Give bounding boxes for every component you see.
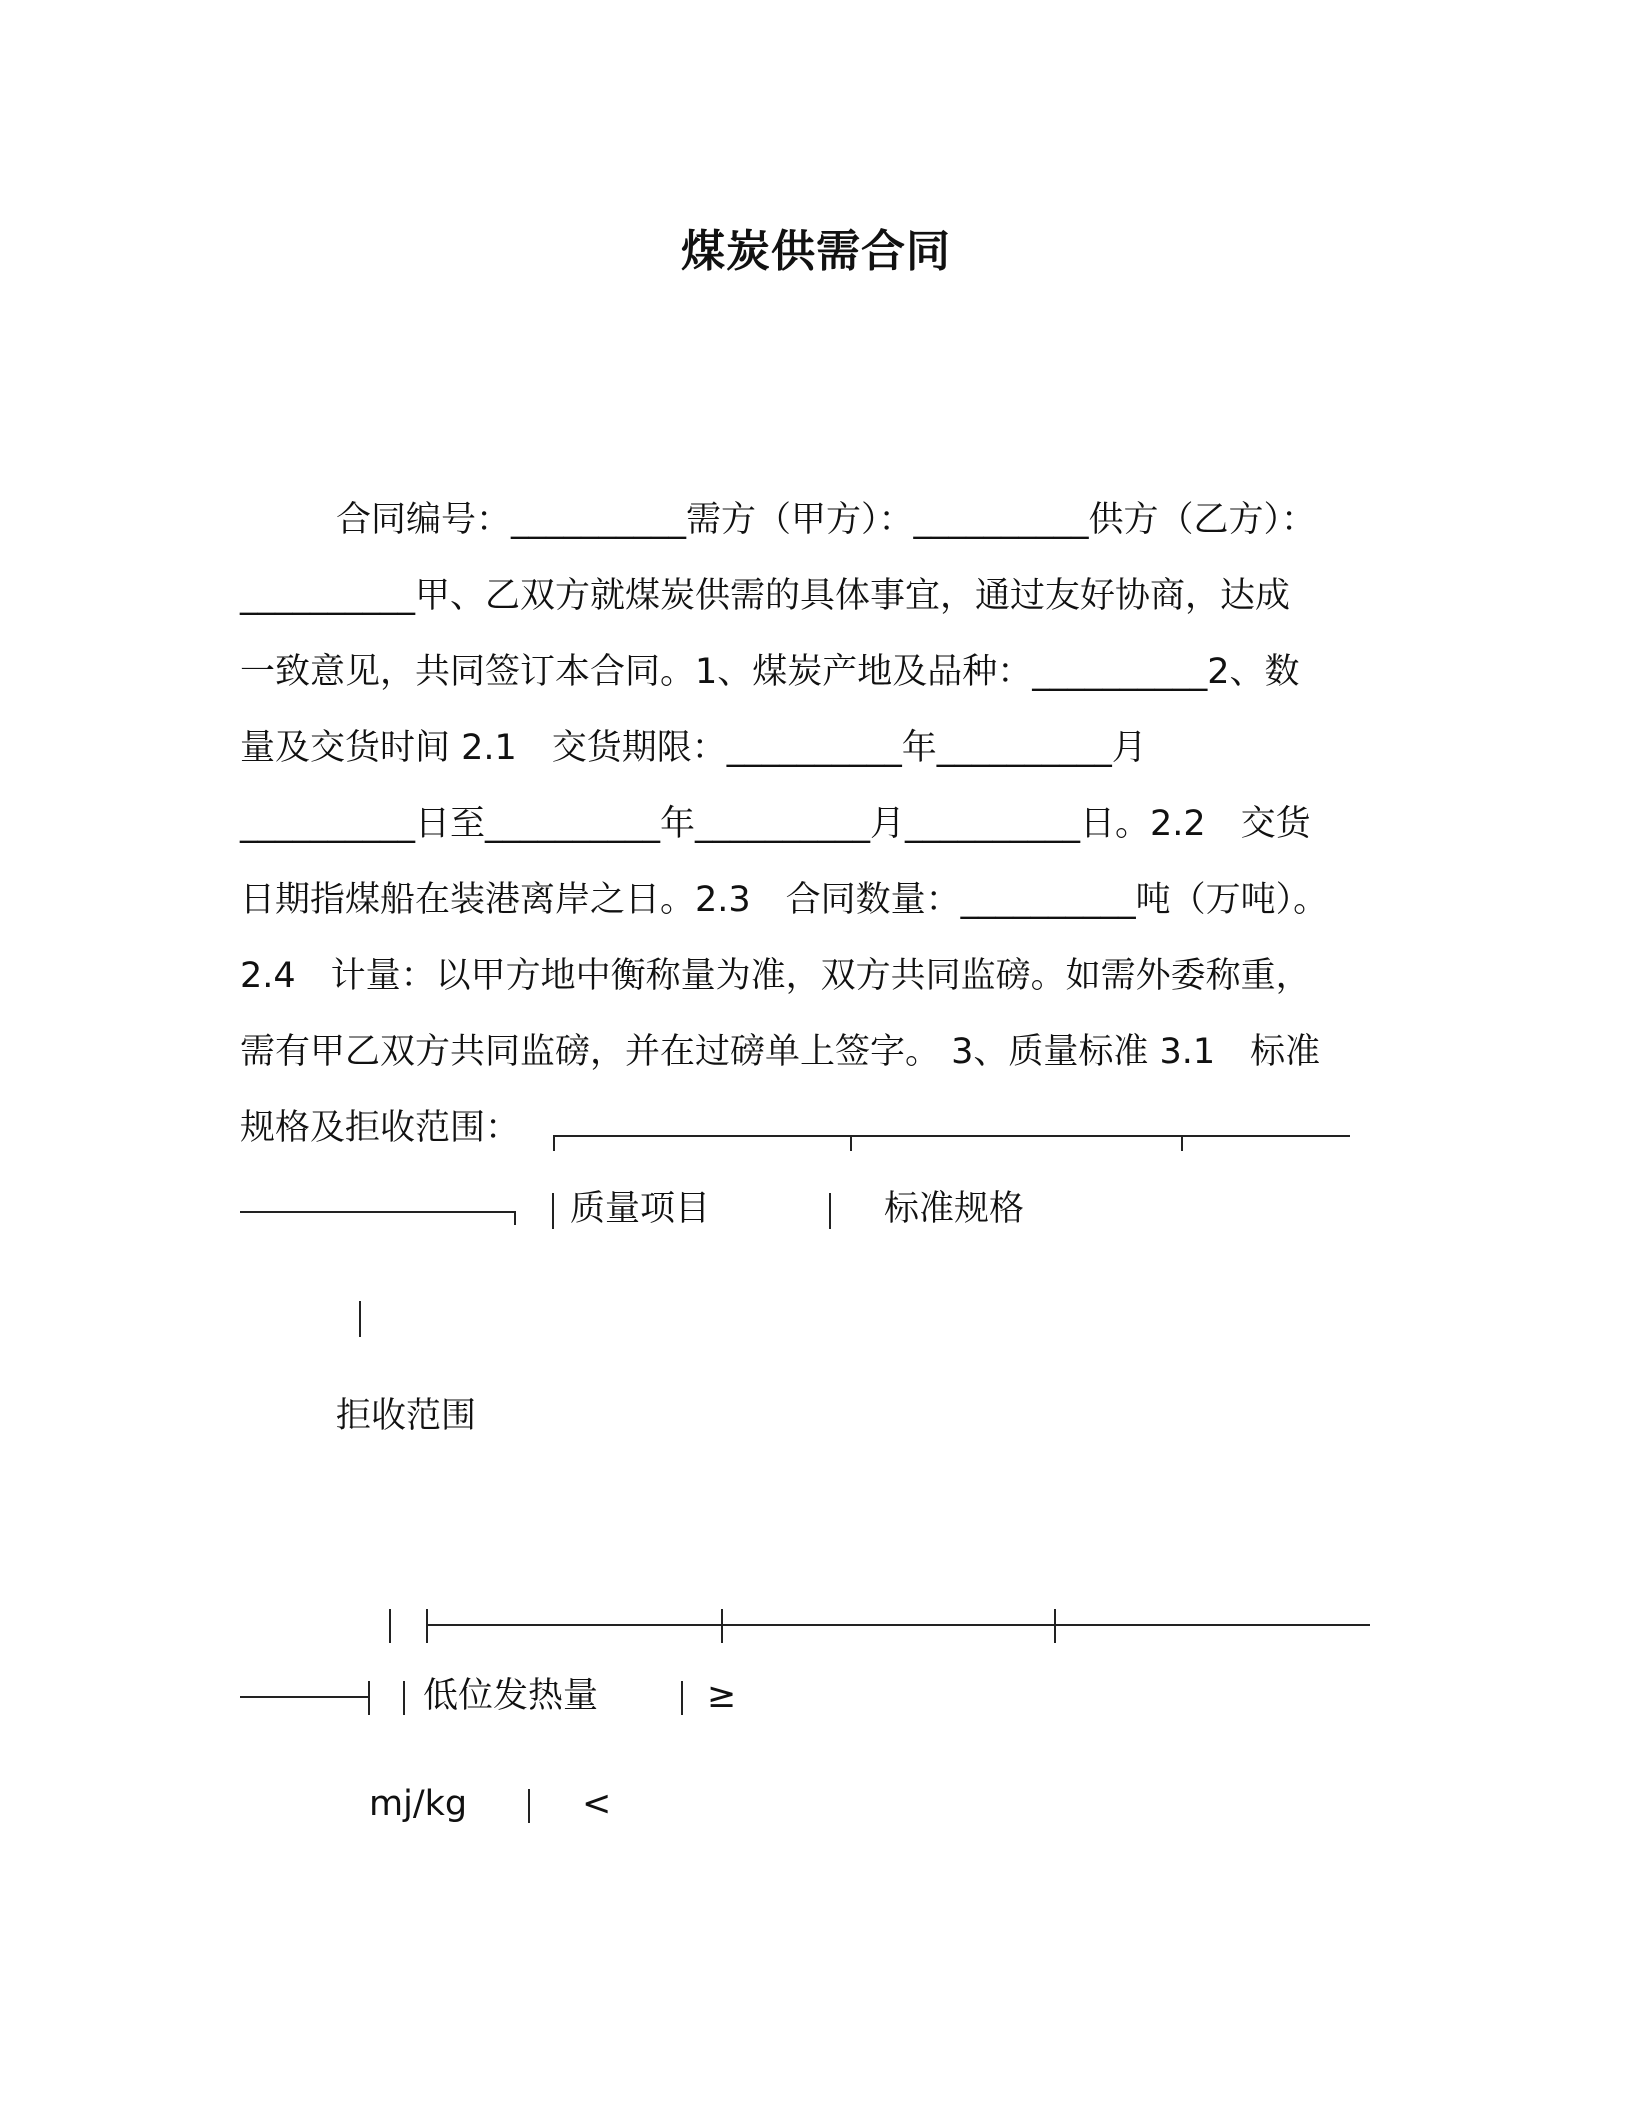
table-divider	[829, 1193, 831, 1229]
table-divider	[389, 1609, 391, 1643]
paragraph-line-6: 日期指煤船在装港离岸之日。2.3 合同数量：__________吨（万吨）。	[240, 880, 1329, 920]
paragraph-line-2: __________甲、乙双方就煤炭供需的具体事宜，通过友好协商，达成	[240, 576, 1291, 616]
table-left-border	[240, 1211, 515, 1213]
table-tick	[1054, 1609, 1056, 1643]
table-divider	[359, 1301, 361, 1337]
table-cell-reject-symbol: <	[582, 1784, 612, 1824]
table-divider	[528, 1789, 530, 1823]
table-tick	[368, 1681, 370, 1715]
table-tick	[850, 1135, 852, 1151]
table-top-border	[553, 1135, 1350, 1137]
table-header-standard: 标准规格	[884, 1189, 1025, 1229]
page-title: 煤炭供需合同	[681, 226, 951, 277]
paragraph-line-7: 2.4 计量：以甲方地中衡称量为准，双方共同监磅。如需外委称重，	[240, 956, 1311, 996]
paragraph-line-9: 规格及拒收范围：	[240, 1108, 521, 1148]
table-divider	[681, 1681, 683, 1715]
table-divider	[552, 1193, 554, 1229]
table-cell-low-heat-value: 低位发热量	[423, 1676, 599, 1716]
table-divider	[426, 1609, 428, 1643]
table-header-reject-range: 拒收范围	[336, 1396, 477, 1436]
table-cell-unit: mj/kg	[369, 1784, 468, 1824]
paragraph-line-3: 一致意见，共同签订本合同。1、煤炭产地及品种：__________2、数	[240, 652, 1300, 692]
table-header-quality-item: 质量项目	[570, 1189, 711, 1229]
table-tick	[553, 1135, 555, 1151]
table-row-border	[426, 1624, 1370, 1626]
paragraph-line-4: 量及交货时间 2.1 交货期限：__________年__________月	[240, 728, 1147, 768]
paragraph-line-5: __________日至__________年__________月__________日。2.2 交货	[240, 804, 1311, 844]
paragraph-line-8: 需有甲乙双方共同监磅，并在过磅单上签字。 3、质量标准 3.1 标准	[240, 1032, 1321, 1072]
table-left-border	[240, 1696, 369, 1698]
table-divider	[403, 1681, 405, 1715]
table-tick	[721, 1609, 723, 1643]
table-cell-std-symbol: ≥	[707, 1676, 737, 1716]
table-tick	[514, 1211, 516, 1225]
paragraph-line-1: 合同编号：__________需方（甲方）：__________供方（乙方）：	[336, 500, 1317, 540]
table-tick	[1181, 1135, 1183, 1151]
